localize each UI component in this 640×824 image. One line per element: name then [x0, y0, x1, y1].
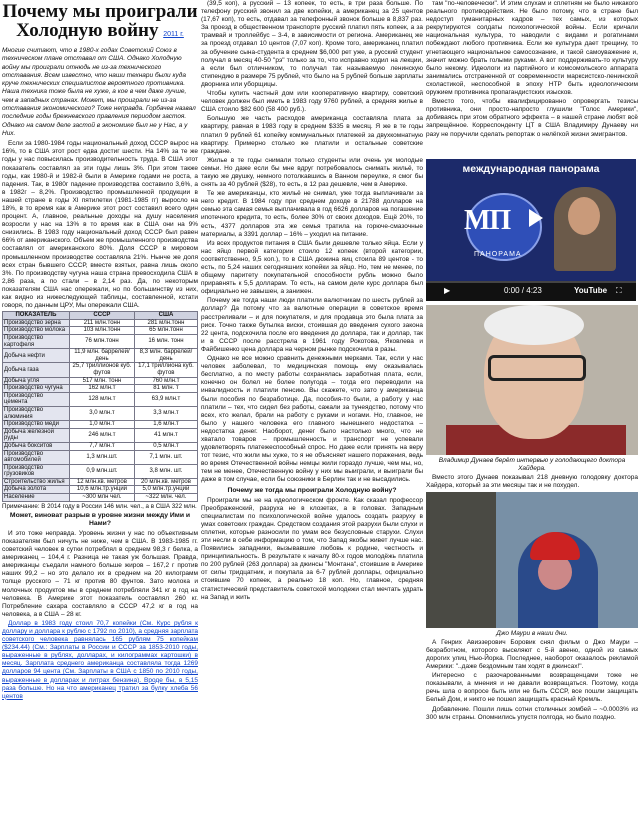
table-cell: 211 млн.тонн: [69, 319, 134, 327]
column-middle: [201, 0, 423, 824]
title-line-2: Холодную войну: [16, 20, 159, 41]
table-cell: 10,6 млн.тр.унций: [69, 486, 134, 494]
table-row: [3, 392, 198, 406]
body-paragraph: Добавление. Пошли лишь сотни столичных зомбей – ~0.0003% из 300 млн страны. Опомнились упустя полгода, но было поздно.: [426, 705, 638, 721]
table-cell: 16 млн. тонн: [134, 335, 197, 349]
article-lead: Многие считают, что в 1980-х годах Советский Союз в техническом плане отставал от США. Однако Холодную войну мы проиграли отнюдь не из-за технического отставания. Всем известно, что наши технари были куда круче технических специалистов вероятного противника. Наша техника тоже была не хуже, а кое в чем даже лучше, чем в западных странах. Может, мы проиграли не из-за отставания экономического? Тоже неправда. Горбачев назвал последние годы брежневского правления периодом застоя. Однако на самом деле застой в экономике был не у Нас, а у Них.: [2, 47, 196, 137]
photo-building: [426, 492, 496, 628]
table-cell: Население: [3, 494, 70, 502]
table-row: [3, 442, 198, 450]
table-cell: 103 млн.тонн: [69, 327, 134, 335]
body-paragraph-with-links: [2, 620, 198, 701]
youtube-logo[interactable]: YouTube: [574, 285, 608, 295]
table-row: [3, 335, 198, 349]
table-cell: 1,6 млн.т: [134, 421, 197, 429]
table-cell: Производство автомобилей: [3, 450, 70, 464]
table-cell: 0,9 млн.шт.: [69, 464, 134, 478]
table-cell: 128 млн.т: [69, 392, 134, 406]
table-header: ПОКАЗАТЕЛЬ: [3, 312, 70, 320]
table-row: [3, 486, 198, 494]
body-paragraph: Если за 1980-1984 годы национальный доход СССР вырос на 16%, то в США этот рост едва достиг шести. На 14% за те же годы у нас повысилась производительность труда. В США этот показатель составлял за эти годы лишь 3%. При этом также годы, как 1980-й и 1982-й были в Америке годами не роста, а падения. Так, в 1980г падение производства составило 3,6%, а в 1982г – 8,2%. Производство промышленной продукции в нашей стране в годы XI пятилетки (1981-1985 гг) выросло на 18%, в то время как в Америке этот рост составил всего один процент. А, главное, реальные доходы на душу населения возросли у нас на 13% в то время как в США они на 9% снизились. В 1983 году национальный доход СССР был равен 66% от американского. Объем же промышленного производства составлял от американского 80%. Доля СССР в мировом промышленном производстве составляла 21%. Нынче же доля всех стран бывшего СССР, вместе взятых, равна лишь около 3%. По производству чугуна наша страна превосходила США в 2,86 раза, а по стали – в 2,14 раз. Да, по некоторым показателям США нас опережали, но по большинству из них, как видно из нижеследующей таблицы, составленной, кстати говоря, по данным ЦРУ, Мы опережали США.: [2, 140, 198, 310]
video-logo: МП: [464, 204, 511, 236]
body-paragraph: Большую же часть расходов американца составляла плата за квартиру, равная в 1983 году в среднем $335 в месяц. Я же в те годы платил 9 рублей 61 копейку коммунальных платежей за двухкомнатную квартиру. Примерно столько же платили и остальные советские граждане.: [201, 115, 423, 155]
table-cell: Производство молока: [3, 327, 70, 335]
photo-caption: Владимир Дунаев берёт интервью у голодающего доктора Хайдера.: [438, 456, 626, 472]
body-paragraph: Почему же тогда наши люди платили валютчикам по шесть рублей за доллар? Да потому что за валютные операции в советское время расстреливали – и для покупателя, и для продавца это была плата за риск. Точно также бутылка виски, стоившая до введения сухого закона 22 цента, подскочила после его введения до доллара, так и доллар, так и в СССР после расстрела в 1961 году Рокотова, Яковлева и Файбишенко цена доллара на черном рынке подскочила в разы.: [201, 297, 423, 353]
table-row: [3, 319, 198, 327]
table-row: [3, 421, 198, 429]
article-inline-link[interactable]: Доллар в 1983 году стоил 70,7 копейки (См. Курс рубля к доллару и доллара к рублю с 1792 по 2010), а средняя зарплата советского человека равнялась 165 рублям 75 копейкам ($234.44) (См.: Зарплаты в России и СССР за 1853-2010 годы, выраженные в рублях, долларах, и килограммах картошки) в месяц. Зарплата среднего американца составляла тогда 1269 долларов 94 цента (См. Зарплаты в США с 1850 по 2010 годы, выраженные в долларах и литрах бензина). Вроде бы, в 5,15 раза больше. Но на что американец тратил за булку хлеба 56 центов: [2, 619, 198, 700]
table-cell: 1,3 млн.шт.: [69, 450, 134, 464]
table-cell: 3,0 млн.т: [69, 406, 134, 420]
table-cell: 7,1 млн. шт.: [134, 450, 197, 464]
comparison-table: [2, 311, 198, 501]
fullscreen-icon[interactable]: ⛶: [616, 285, 622, 295]
play-button-icon[interactable]: ▶: [444, 285, 451, 295]
video-channel-title: международная панорама: [462, 162, 600, 175]
presenter-image: [554, 187, 616, 271]
table-cell: Производство чугуна: [3, 385, 70, 393]
table-cell: 11,9 млн. баррелей/день: [69, 349, 134, 363]
article-title: [2, 2, 198, 44]
body-paragraph: Жилье в те годы снимали только студенты или очень уж молодые семьи. Но даже если бы мне вдруг потребовалось снимать жильё, то такую же двушку, немного потолкавшись в Ванном переулке, я смог бы снять за 40 рублей ($28), то есть, в 12 раз дешевле, чем в Америке.: [201, 156, 423, 189]
body-paragraph: Интересно с разочарованными возвращенцами тоже не показывали, а мнения и не давали возвращаться. Поэтому, когда речь шла о вопросе быть или не быть СССР, все пошли защищать Белый Дом, и никто не пошел защищать красный Кремль.: [426, 672, 638, 704]
body-paragraph: (39,5 коп), а русский – 13 копеек, то есть, в три раза больше. По телефону русский звонил за две копейки, а американец за 25 центов (17,67 коп), то есть, отдавал за телефонный звонок больше в 8,837 раз. За проезд в общественном транспорте русский платил пять копеек, а за трамвай и троллейбус – 3-4, в зависимости от региона. Американец же за проезд отдавал 10 центов (7,07 коп). Кроме того, американец платил за обучение сына-студента в среднем $6,000 рет уже, а русский студент получал в месяц 40-50 "рэ" только за то, что исправно ходил на лекции, а если был отличником, то получал так называемую ленинскую стипендию в размере 75 рублей, что было на 5 рублей больше зарплаты дворника или уборщицы.: [201, 0, 423, 88]
table-cell: Добыча бокситов: [3, 442, 70, 450]
body-paragraph: Однако не все можно сравнить денежными мерками. Так, если у нас человек заболевал, то медицинская помощь ему оказывалась бесплатно, а по месту работы сохранялась заработная плата, если, конечно он болел не более полугода – тогда его переводили на инвалидность и платили пенсию. Вы скажете, что зато у американца были пособия по безработице. Да, пособия-то были, а работу у нас платили – тех, что сидел без работы, сажали за тунеядство, потому что всех, кто желал, брали на работу с руками и ногами. Но, главное, не было у нашего человека его главного нынешнего недостатка – недостатка денег. Наоборот, денег было настолько много, что не хватало товаров – промышленность и транспорт не успевали удовлетворять платежеспособный спрос. Но даже если принять на веру тот тезис, что жили мы хуже, то я не объясняет нашего поражения, ведь во время Отечественной войны немцы жили гораздо лучше, чем мы, но, тем не менее, Отечественную войну у них мы выиграли, и выиграли бы даже в том случае, если бы союзники в Берлин так и не высадились.: [201, 355, 423, 484]
play-icon[interactable]: [529, 209, 543, 227]
table-cell: Производство зерна: [3, 319, 70, 327]
table-cell: 3,3 млн.т: [134, 406, 197, 420]
table-row: [3, 464, 198, 478]
column-left: [2, 0, 198, 824]
table-cell: Строительство жилья: [3, 478, 70, 486]
body-paragraph: Те же американцы, кто жильё не снимал, уже тогда выплачивали за него кредит. В 1984 году при среднем доходе в 21788 долларов на семью эта самая семья выплачивала в год 6626 долларов на погашение ипотечного кредита, то есть, более 30% от своих доходов. Ещё 20%, то есть, 4377 долларов эта же семья тратила на горюче-смазочные материалы, а 3391 доллар – 16% – уходил на питание.: [201, 190, 423, 238]
table-cell: Добыча угля: [3, 377, 70, 385]
table-cell: Производство цемента: [3, 392, 70, 406]
body-paragraph: А Генрих Авиэзерович Боровик снял фильм о Джо Маури – безработном, которого выселяют с 5-й авеню, одной из самых дорогих улиц Нью-Йорка. Последнее, наоборот оказалось рекламой Америки: "..даже бездомным там ходят в джинсах!".: [426, 638, 638, 671]
body-paragraph: Чтобы купить частный дом или кооперативную квартиру, советский человек должен был иметь в 1983 году 9760 рублей, а средняя жилье в США стоило $82 600 (58 400 руб.).: [201, 90, 423, 114]
body-paragraph: Вместо этого Дунаев показывал 218 дневную голодовку доктора Хайдера, который за эти месяцы так и не похудел.: [426, 473, 638, 489]
table-cell: 1,0 млн.т: [69, 421, 134, 429]
table-cell: Производство картофеля: [3, 335, 70, 349]
table-row: [3, 478, 198, 486]
body-paragraph: Из всех продуктов питания в США были дешевле только яйца. Если у нас яйцо первой категории стоило 12 копеек (второй категории, соответственно, 9,5 коп.), то в США дюжина яиц стоила 89 центов - то есть, по 5,24 наших сегодняшних копейки за яйцо. Но, тем не менее, по общему паритету покупательной способности рубль можно было приравнять к 5,5 долларам. То есть, на самом деле курс доллара был официально не завышен, а занижен.: [201, 239, 423, 296]
table-cell: 12 млн.кв. метров: [69, 478, 134, 486]
video-logo-caption: ПАНОРАМА: [474, 250, 522, 258]
table-row: [3, 406, 198, 420]
table-cell: 0,5 млн.т: [134, 442, 197, 450]
table-cell: 246 млн.т: [69, 428, 134, 442]
glasses-icon: [488, 355, 586, 381]
table-row: [3, 327, 198, 335]
table-cell: Добыча нефти: [3, 349, 70, 363]
body-paragraph: Вместо того, чтобы квалифицированно опровергать тезисы противника, они просто-напросто глушили "Голос Америки", добиваясь при этом обратного эффекта – в нашей стране любят всё запрещённое. Корреспонденту ЦТ в США Владимиру Дунаеву ни разу не поручили сделать репортаж о нелёгкой жизни эмигрантов.: [426, 98, 638, 138]
table-row: [3, 385, 198, 393]
table-cell: Добыча газа: [3, 363, 70, 377]
table-cell: 517 млн. тонн: [69, 377, 134, 385]
title-line-1: Почему мы проиграли: [2, 1, 198, 22]
table-cell: 760 млн.т: [134, 377, 197, 385]
table-cell: 41 млн.т: [134, 428, 197, 442]
table-cell: Добыча железной руды: [3, 428, 70, 442]
photo-caption: Джо Маури в наши дни.: [496, 629, 568, 637]
table-cell: Добыча золота: [3, 486, 70, 494]
table-row: [3, 377, 198, 385]
photo-hayder: [426, 305, 638, 455]
table-cell: 76 млн.тонн: [69, 335, 134, 349]
table-cell: 81 млн. т: [134, 385, 197, 393]
table-cell: 5,0 млн.тр.унций: [134, 486, 197, 494]
table-row: [3, 428, 198, 442]
presenter-face: [568, 197, 600, 235]
body-paragraph: там "по-человечески". И этим слухам и сплетням не было никакого реального противодействия. Не было потому, что в стране был недоступ гуманитарных кадров – тех самых, из которых рекрутируются солдаты психологической войны. Если кричали национальная культура, то наводили с видами и рогатинами побеждают любого противника. Если же культура дает трещину, то угнетающего национальное самосознание, и такой самоуважение и, значит можно брать голыми руками. А вот поддерживать-то культуру было некому. Идеологи из партийного и комсомольского аппарата занимались отстраненной от современности марксистско-ленинской схоластикой, неспособной в эпоху НТР быть идеологическим оружием противника пропагандистских изысков.: [426, 0, 638, 97]
table-cell: 65 млн.тонн: [134, 327, 197, 335]
table-cell: 20 млн.кв. метров: [134, 478, 197, 486]
table-cell: 7,7 млн.т: [69, 442, 134, 450]
table-cell: 3,8 млн. шт.: [134, 464, 197, 478]
body-paragraph: И это тоже неправда. Уровень жизни у нас по объективным показателям был ничуть не ниже, чем в США. В 1983-1985 гг. советский человек в сутки потреблял в среднем 98,3 г белка, а американец – 104,4 г. Разница не такая уж большая. Правда, американцы съедали намного больше жиров – 167,2 г против наших 99,2 – но это делало их в среднем на 20 килограмм толще русского – 71 кг против 80 фунтов. Зато молока и молочных продуктов мы в среднем потребляли 341 кг в год на человека. В Америке этот показатель составлял 260 кг. Потребление сахара составляло в СССР 47,2 кг в год на человека, а в США – 28 кг.: [2, 529, 198, 618]
title-year-link[interactable]: 2011 г.: [163, 31, 184, 38]
table-cell: 63,9 млн.т: [134, 392, 197, 406]
table-note: Примечание: В 2014 году в России 146 млн. чел., а в США 322 млн.: [2, 502, 197, 510]
table-cell: ~322 млн. чел.: [134, 494, 197, 502]
video-controls: [426, 281, 636, 301]
table-cell: 8,3 млн. баррелей/день: [134, 349, 197, 363]
table-header: США: [134, 312, 197, 320]
table-row: [3, 349, 198, 363]
section-heading: Может, виноват разрыв в уровне жизни между Ими и Нами?: [9, 511, 191, 527]
table-header-row: [3, 312, 198, 320]
table-cell: 162 млн.т: [69, 385, 134, 393]
table-row: [3, 450, 198, 464]
table-cell: 17,1 триллиона куб. футов: [134, 363, 197, 377]
table-cell: 25,7 триллионов куб. футов: [69, 363, 134, 377]
body-paragraph: Проиграли мы не на идеологическом фронте. Как сказал профессор Преображенский, разруха не в клозетах, а в головах. Западным специалистам по психологической войне удалось создать разруху в умах советских граждан. Средством создания этой разрухи были слухи и сплетни, которые разносили по умам все безусловные старухи. Слухи эти несли в себе информацию о том, что Запад якобы живет лучше нас. Появились западники, вызывавшие любовь к родине, честность и принципиальность. В результате к началу 80-х годов молодёжь платила по 200 рублей (263 доллара) за джинсы "Монтана", стоившие в Америке от силы тридцатник, и покупала за 6-7 рублей доллары, официально стоившие 70 копеек, а реально 18 коп. Но, главное, средняя статистический представитель советской молодежи стал мечтать удрать на Запад и жить: [201, 496, 423, 601]
table-cell: Производство алюминия: [3, 406, 70, 420]
photo-hair: [484, 305, 584, 345]
column-right: [426, 0, 638, 824]
video-player[interactable]: [426, 159, 636, 301]
table-cell: 281 млн.тонн: [134, 319, 197, 327]
video-time: 0:00 / 4:23: [504, 285, 542, 295]
table-cell: Производство грузовиков: [3, 464, 70, 478]
table-cell: ~300 млн чел.: [69, 494, 134, 502]
table-row: [3, 494, 198, 502]
table-cell: Производство меди: [3, 421, 70, 429]
photo-joe-mauri: [426, 492, 638, 628]
table-header: СССР: [69, 312, 134, 320]
section-heading: Почему же тогда мы проиграли Холодную войну?: [227, 486, 397, 494]
table-row: [3, 363, 198, 377]
